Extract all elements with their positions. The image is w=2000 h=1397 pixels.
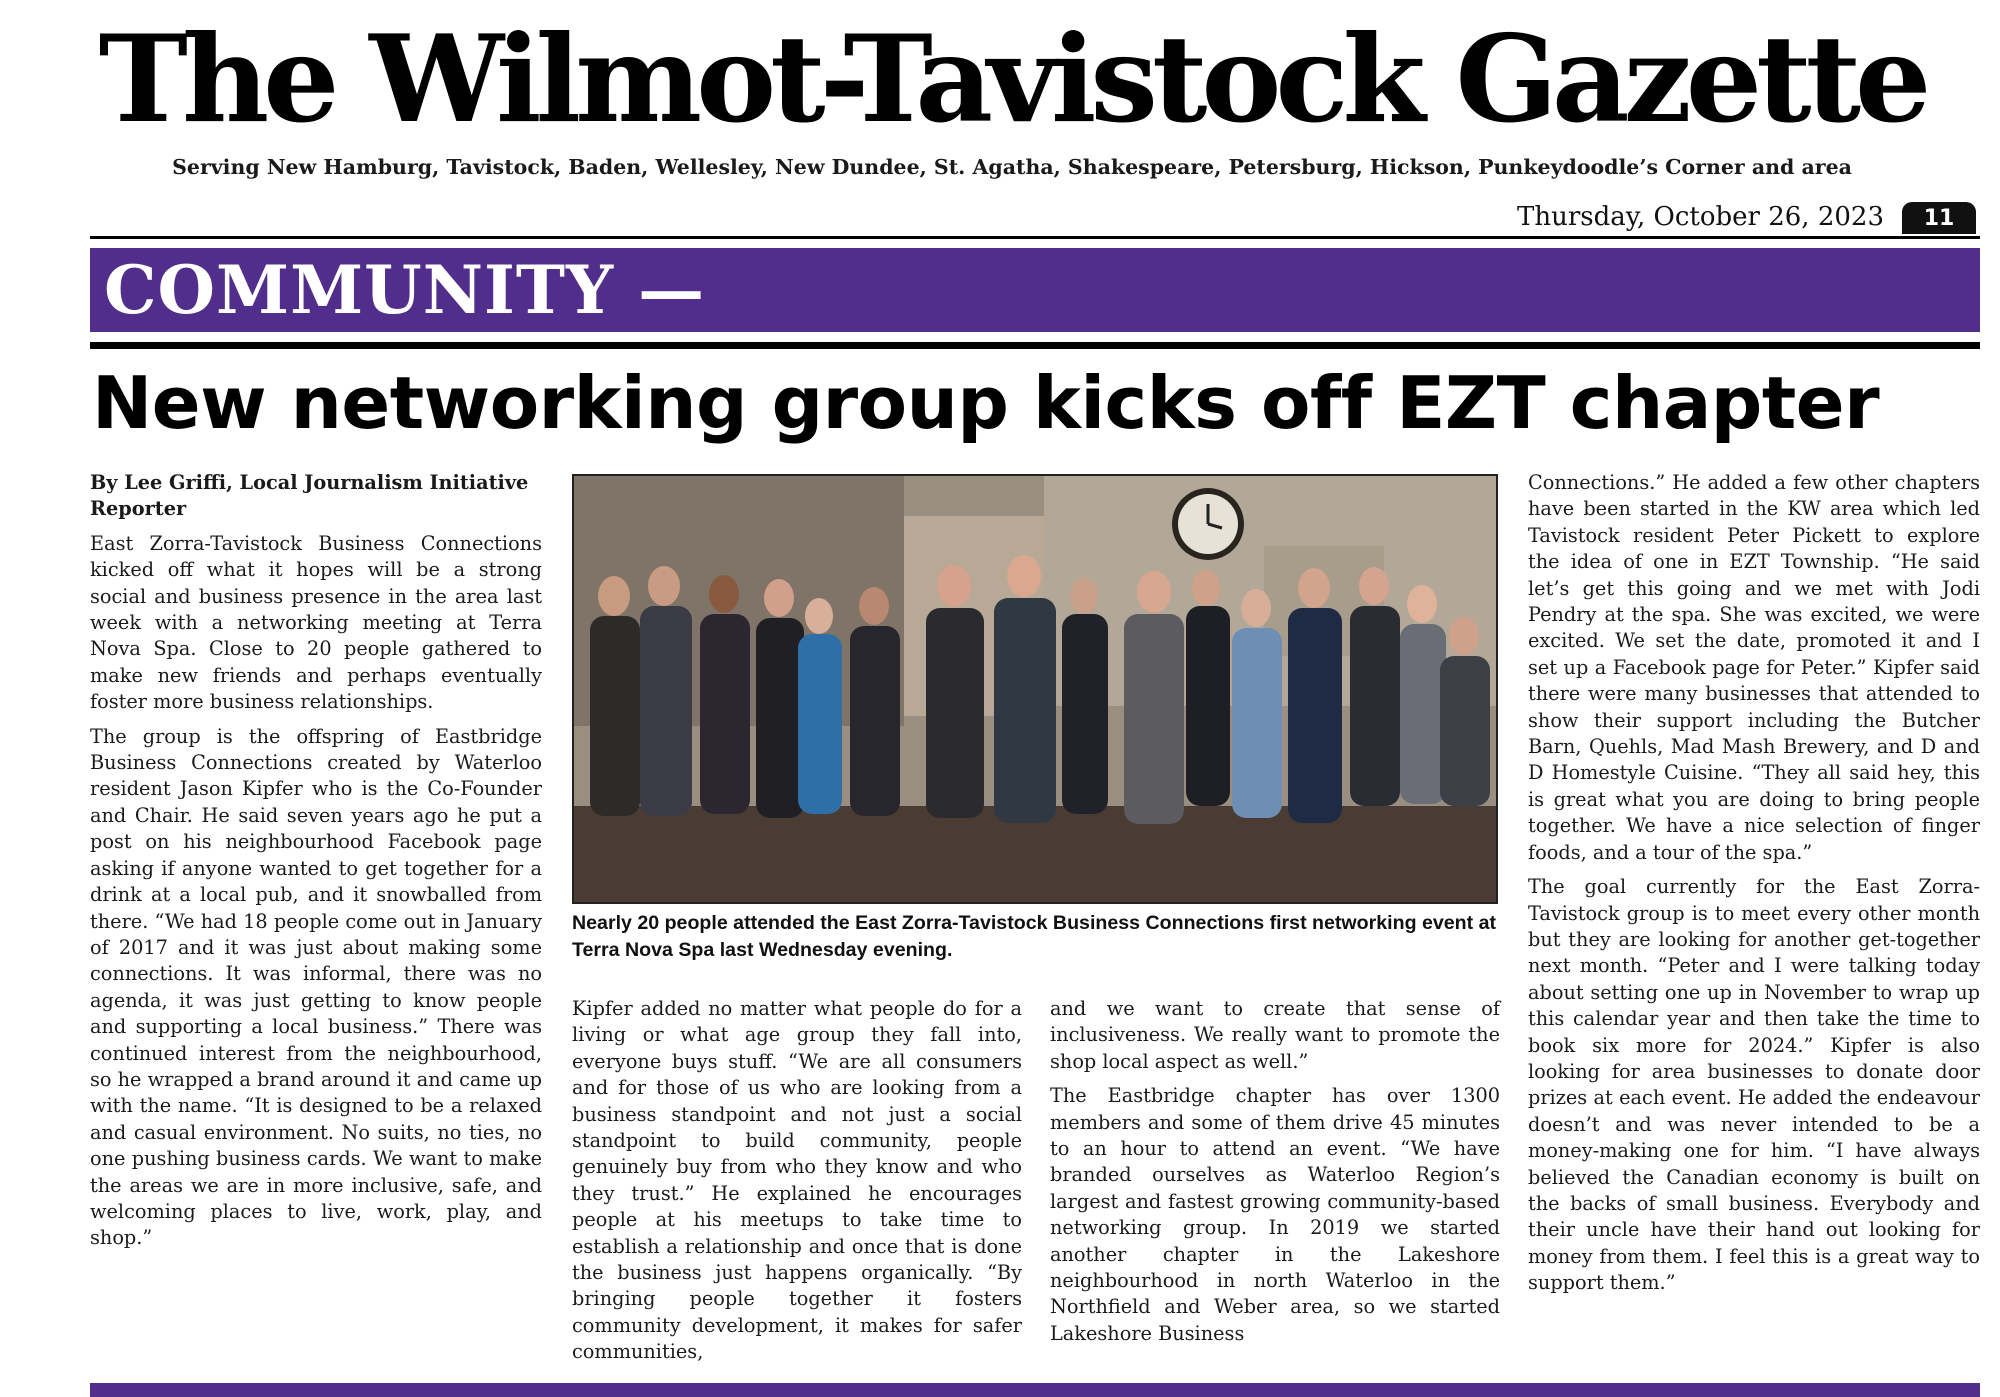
section-banner xyxy=(90,248,1980,332)
article-paragraph: The group is the offspring of Eastbridge Business Connections created by Waterloo resident Jason Kipfer who is the Co-Founder and Chair. He said seven years ago he put a post on his neighbourhood Facebook page asking if anyone wanted to get together for a drink at a local pub, and it snowballed from there. “We had 18 people come out in January of 2017 and it was just about making some connections. It was informal, there was no agenda, it was just getting to know people and supporting a local business.” There was continued interest from the neighbourhood, so he wrapped a brand around it and came up with the name. “It is designed to be a relaxed and casual environment. No suits, no ties, no one pushing business cards. We want to make the areas we are in more inclusive, safe, and welcoming places to live, work, play, and shop.” xyxy=(90,724,542,1250)
article-column-1 xyxy=(90,470,542,1260)
article-paragraph: The Eastbridge chapter has over 1300 members and some of them drive 45 minutes to an hour to attend an event. “We have branded ourselves as Waterloo Region’s largest and fastest growing community-based networking group. In 2019 we started another chapter in the Lakeshore neighbourhood in north Waterloo in the Northfield and Weber area, so we started Lakeshore Business xyxy=(1050,1084,1500,1345)
article-column-4 xyxy=(1528,470,1980,1305)
article-column-3 xyxy=(1050,996,1500,1355)
bottom-rule-divider xyxy=(90,1383,1980,1397)
group-photo-illustration xyxy=(574,476,1498,904)
issue-date: Thursday, October 26, 2023 xyxy=(1517,202,1884,232)
article-headline: New networking group kicks off EZT chapter xyxy=(92,361,1880,445)
photo-caption: Nearly 20 people attended the East Zorra-Tavistock Business Connections first networking event at Terra Nova Spa last Wednesday evening. xyxy=(572,912,1497,961)
masthead-title: The Wilmot-Tavistock Gazette xyxy=(98,9,1926,150)
headline-rule-divider xyxy=(90,342,1980,349)
top-rule-divider xyxy=(90,236,1980,239)
article-paragraph: Kipfer added no matter what people do for a living or what age group they fall into, everyone buys stuff. “We are all consumers and for those of us who are looking from a business standpoint and not just a social standpoint to build community, people genuinely buy from who they know and who they trust.” He explained he encourages people at his meetups to take time to establish a relationship and once that is done the business just happens organically. “By bringing people together it fosters community development, it makes for safer communities, xyxy=(572,997,1022,1364)
section-title: COMMUNITY — xyxy=(104,251,706,329)
article-paragraph: The goal currently for the East Zorra-Tavistock group is to meet every other month but they are looking for another get-together next month. “Peter and I were talking today about setting one up in November to wrap up this calendar year and then take the time to book six more for 2024.” Kipfer is also looking for area businesses to donate door prizes at each event. He added the endeavour doesn’t and was never intended to be a money-making one for him. “I have always believed the Canadian economy is built on the backs of small business. Everybody and their uncle have their hand out looking for money from them. I feel this is a great way to support them.” xyxy=(1528,875,1980,1295)
group-photo xyxy=(572,474,1498,904)
masthead-tagline: Serving New Hamburg, Tavistock, Baden, Wellesley, New Dundee, St. Agatha, Shakespeare, Petersburg, Hickson, Punkeydoodle’s Corner and area xyxy=(172,155,1852,179)
article-column-2 xyxy=(572,996,1022,1374)
article-byline: By Lee Griffi, Local Journalism Initiative Reporter xyxy=(90,471,529,521)
article-paragraph: and we want to create that sense of inclusiveness. We really want to promote the shop local aspect as well.” xyxy=(1050,997,1500,1073)
page-number-badge: 11 xyxy=(1902,202,1976,234)
article-paragraph: East Zorra-Tavistock Business Connections kicked off what it hopes will be a strong social and business presence in the area last week with a networking meeting at Terra Nova Spa. Close to 20 people gathered to make new friends and perhaps eventually foster more business relationships. xyxy=(90,531,542,714)
article-paragraph: Connections.” He added a few other chapters have been started in the KW area which led Tavistock resident Peter Pickett to explore the idea of one in EZT Township. “He said let’s get this going and we met with Jodi Pendry at the spa. She was excited, we were excited. We set the date, promoted it and I set up a Facebook page for Peter.” Kipfer said there were many businesses that attended to show their support including the Butcher Barn, Quehls, Mad Mash Brewery, and D and D Homestyle Cuisine. “They all said hey, this is great what you are doing to bring people together. We have a nice selection of finger foods, and a tour of the spa.” xyxy=(1528,471,1980,864)
